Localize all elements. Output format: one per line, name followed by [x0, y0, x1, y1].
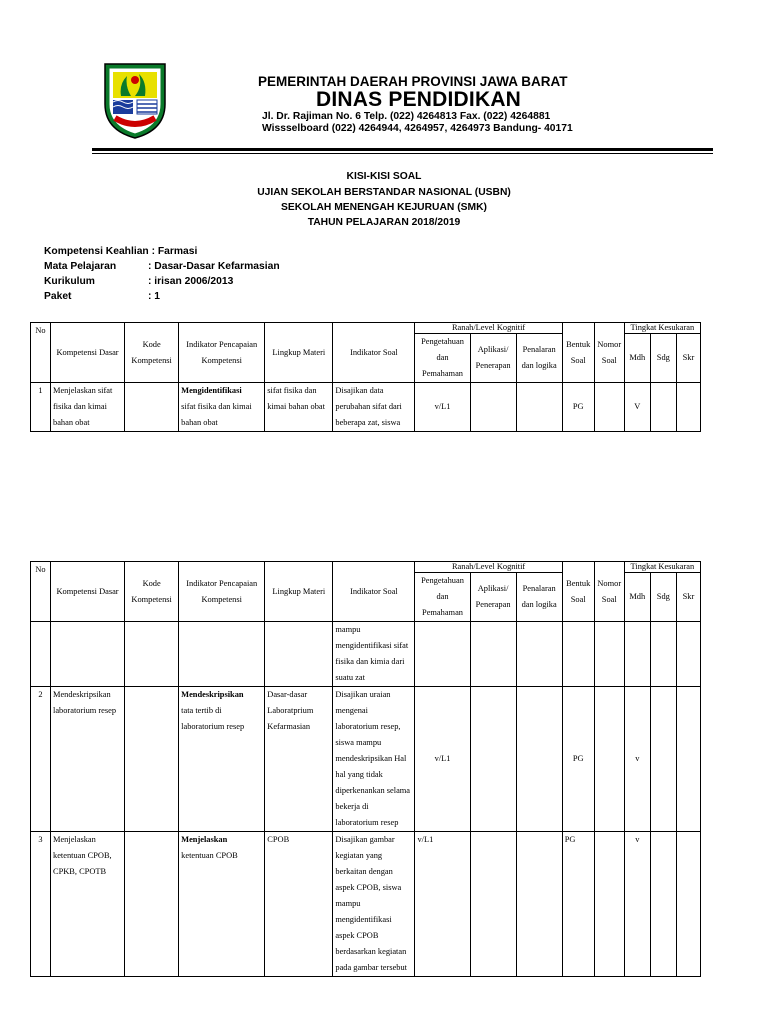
cell-ipk	[179, 832, 265, 977]
cell-indikator-soal: Disajikan uraian mengenai laboratorium resep, siswa mampu mendeskripsikan Hal hal yang tidak diperkenankan selama bekerja di laboratorium resep	[333, 687, 415, 832]
cell-mdh	[624, 622, 650, 687]
header-indikator-soal: Indikator Soal	[333, 562, 415, 622]
cell-kompetensi-dasar	[51, 622, 125, 687]
table-row	[31, 622, 701, 687]
header-penalaran: Penalaran dan logika	[516, 334, 562, 383]
cell-bentuk-soal: PG	[562, 832, 594, 977]
doc-title-line-4: TAHUN PELAJARAN 2018/2019	[307, 217, 461, 228]
header-bentuk-soal: Bentuk Soal	[562, 323, 594, 383]
cell-kode	[125, 687, 179, 832]
header-lingkup-materi: Lingkup Materi	[265, 562, 333, 622]
header-no: No	[31, 562, 51, 622]
header-kompetensi-dasar: Kompetensi Dasar	[51, 562, 125, 622]
cell-penalaran	[516, 383, 562, 432]
table-row	[31, 383, 701, 432]
ipk-text: sifat fisika dan kimai bahan obat	[181, 402, 252, 427]
kisi-kisi-table-page-1	[30, 322, 701, 432]
header-sdg: Sdg	[650, 334, 676, 383]
table-row	[31, 687, 701, 832]
ipk-verb: Mengidentifikasi	[181, 386, 242, 395]
kurikulum-label: Kurikulum	[44, 276, 95, 287]
cell-skr	[676, 687, 700, 832]
header-indikator-pencapaian: Indikator Pencapaian Kompetensi	[179, 562, 265, 622]
cell-ipk	[179, 383, 265, 432]
cell-pengetahuan: v/L1	[415, 383, 470, 432]
cell-skr	[676, 383, 700, 432]
cell-kompetensi-dasar: Mendeskripsikan laboratorium resep	[51, 687, 125, 832]
government-name: PEMERINTAH DAERAH PROVINSI JAWA BARAT	[258, 74, 568, 89]
ipk-text: ketentuan CPOB	[181, 851, 238, 860]
cell-kompetensi-dasar: Menjelaskan sifat fisika dan kimai bahan obat	[51, 383, 125, 432]
cell-no: 1	[31, 383, 51, 432]
header-aplikasi: Aplikasi/ Penerapan	[470, 334, 516, 383]
paket-label: Paket	[44, 291, 72, 302]
cell-no	[31, 622, 51, 687]
cell-no: 3	[31, 832, 51, 977]
cell-aplikasi	[470, 687, 516, 832]
cell-nomor-soal	[594, 383, 624, 432]
header-no: No	[31, 323, 51, 383]
cell-kode	[125, 383, 179, 432]
cell-ipk	[179, 687, 265, 832]
address-line-1: Jl. Dr. Rajiman No. 6 Telp. (022) 4264813 Fax. (022) 4264881	[262, 111, 551, 122]
header-skr: Skr	[676, 573, 700, 622]
cell-sdg	[650, 832, 676, 977]
cell-penalaran	[516, 622, 562, 687]
cell-sdg	[650, 383, 676, 432]
cell-bentuk-soal: PG	[562, 687, 594, 832]
header-nomor-soal: Nomor Soal	[594, 323, 624, 383]
header-sdg: Sdg	[650, 573, 676, 622]
header-aplikasi: Aplikasi/ Penerapan	[470, 573, 516, 622]
header-kode-kompetensi: Kode Kompetensi	[125, 562, 179, 622]
cell-lingkup-materi: sifat fisika dan kimai bahan obat	[265, 383, 333, 432]
cell-aplikasi	[470, 383, 516, 432]
mata-pelajaran-value: : Dasar-Dasar Kefarmasian	[148, 261, 280, 272]
header-indikator-pencapaian: Indikator Pencapaian Kompetensi	[179, 323, 265, 383]
cell-pengetahuan: v/L1	[415, 832, 470, 977]
west-java-emblem-logo	[99, 60, 171, 140]
cell-penalaran	[516, 832, 562, 977]
paket-value: : 1	[148, 291, 161, 302]
header-kompetensi-dasar: Kompetensi Dasar	[51, 323, 125, 383]
header-ranah-level: Ranah/Level Kognitif	[415, 562, 562, 573]
header-mdh: Mdh	[624, 334, 650, 383]
cell-nomor-soal	[594, 832, 624, 977]
doc-title-line-2: UJIAN SEKOLAH BERSTANDAR NASIONAL (USBN)	[257, 187, 511, 198]
address-line-2: Wissselboard (022) 4264944, 4264957, 4264973 Bandung- 40171	[262, 123, 573, 134]
cell-aplikasi	[470, 622, 516, 687]
ipk-verb: Menjelaskan	[181, 835, 228, 844]
cell-indikator-soal: mampu mengidentifikasi sifat fisika dan kimia dari suatu zat	[333, 622, 415, 687]
header-pengetahuan: Pengetahuan dan Pemahaman	[415, 334, 470, 383]
kompetensi-keahlian: Kompetensi Keahlian : Farmasi	[44, 246, 198, 257]
cell-kode	[125, 622, 179, 687]
cell-no: 2	[31, 687, 51, 832]
ipk-text: tata tertib di laboratorium resep	[181, 706, 245, 731]
cell-bentuk-soal: PG	[562, 383, 594, 432]
header-kode-kompetensi: Kode Kompetensi	[125, 323, 179, 383]
cell-bentuk-soal	[562, 622, 594, 687]
cell-aplikasi	[470, 832, 516, 977]
cell-ipk	[179, 622, 265, 687]
ipk-verb: Mendeskripsikan	[181, 690, 244, 699]
header-skr: Skr	[676, 334, 700, 383]
header-tingkat-kesukaran: Tingkat Kesukaran	[624, 562, 700, 573]
department-name: DINAS PENDIDIKAN	[316, 88, 522, 111]
cell-indikator-soal: Disajikan data perubahan sifat dari beberapa zat, siswa	[333, 383, 415, 432]
header-indikator-soal: Indikator Soal	[333, 323, 415, 383]
header-tingkat-kesukaran: Tingkat Kesukaran	[624, 323, 700, 334]
cell-penalaran	[516, 687, 562, 832]
letterhead-rule-thin	[92, 153, 713, 154]
cell-skr	[676, 832, 700, 977]
doc-title-line-1: KISI-KISI SOAL	[346, 171, 422, 182]
header-lingkup-materi: Lingkup Materi	[265, 323, 333, 383]
cell-mdh: v	[624, 832, 650, 977]
cell-pengetahuan: v/L1	[415, 687, 470, 832]
cell-nomor-soal	[594, 687, 624, 832]
cell-lingkup-materi: Dasar-dasar Laboratprium Kefarmasian	[265, 687, 333, 832]
cell-mdh: V	[624, 383, 650, 432]
cell-skr	[676, 622, 700, 687]
cell-sdg	[650, 687, 676, 832]
cell-mdh: v	[624, 687, 650, 832]
cell-nomor-soal	[594, 622, 624, 687]
header-pengetahuan: Pengetahuan dan Pemahaman	[415, 573, 470, 622]
cell-kompetensi-dasar: Menjelaskan ketentuan CPOB, CPKB, CPOTB	[51, 832, 125, 977]
cell-lingkup-materi: CPOB	[265, 832, 333, 977]
doc-title-line-3: SEKOLAH MENENGAH KEJURUAN (SMK)	[281, 202, 487, 213]
kisi-kisi-table-page-2	[30, 561, 701, 977]
header-nomor-soal: Nomor Soal	[594, 562, 624, 622]
cell-sdg	[650, 622, 676, 687]
header-penalaran: Penalaran dan logika	[516, 573, 562, 622]
cell-pengetahuan	[415, 622, 470, 687]
cell-kode	[125, 832, 179, 977]
header-ranah-level: Ranah/Level Kognitif	[415, 323, 562, 334]
table-row	[31, 832, 701, 977]
letterhead-rule-thick	[92, 148, 713, 151]
mata-pelajaran-label: Mata Pelajaran	[44, 261, 117, 272]
kurikulum-value: : irisan 2006/2013	[148, 276, 234, 287]
header-mdh: Mdh	[624, 573, 650, 622]
header-bentuk-soal: Bentuk Soal	[562, 562, 594, 622]
cell-lingkup-materi	[265, 622, 333, 687]
cell-indikator-soal: Disajikan gambar kegiatan yang berkaitan dengan aspek CPOB, siswa mampu mengidentifikasi aspek CPOB berdasarkan kegiatan pada gambar tersebut	[333, 832, 415, 977]
